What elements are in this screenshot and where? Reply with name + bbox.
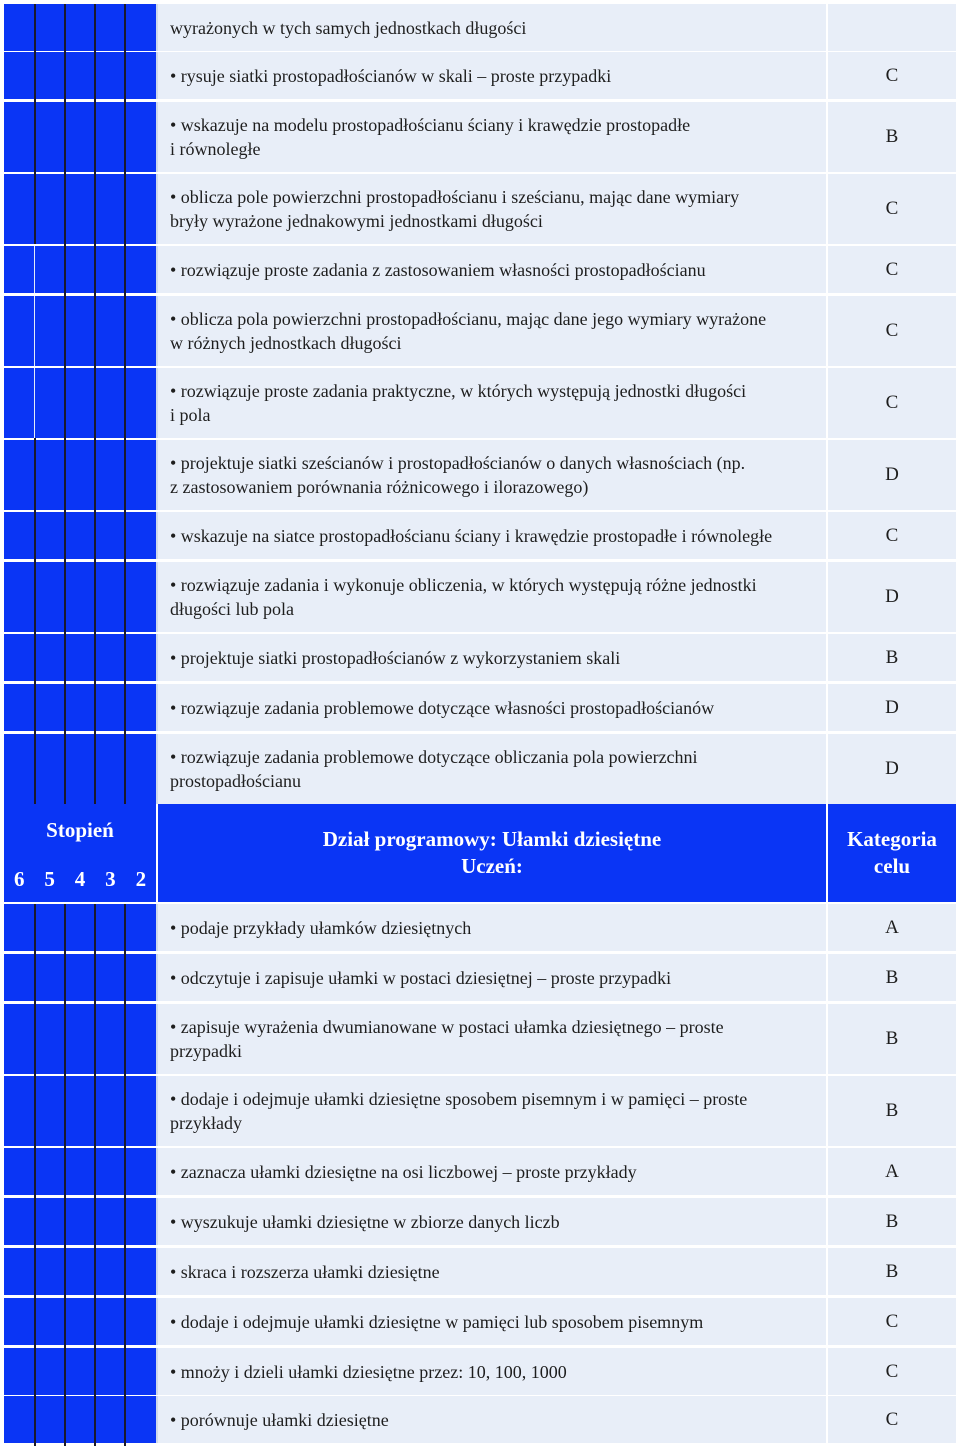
- level-cell: [35, 1198, 66, 1245]
- grid-line: [94, 1146, 96, 1446]
- requirement-text: • dodaje i odejmuje ułamki dziesiętne w pamięci lub sposobem pisemnym: [170, 1311, 704, 1332]
- level-cells: [4, 634, 156, 681]
- category-cell: C: [826, 1348, 956, 1395]
- level-cell: [126, 1348, 156, 1395]
- level-cell: [96, 296, 127, 366]
- level-cells: [4, 734, 156, 804]
- level-cells: [4, 1298, 156, 1345]
- level-numbers: [4, 867, 156, 892]
- level-cell: [96, 1298, 127, 1345]
- level-cell: [35, 52, 66, 99]
- level-cells: [4, 684, 156, 731]
- grid-line: [94, 904, 96, 1146]
- level-cell: [96, 904, 127, 951]
- level-cell: [126, 512, 156, 559]
- level-cell: [96, 684, 127, 731]
- requirement-description: [156, 1148, 826, 1195]
- level-cell: [4, 1298, 35, 1345]
- level-cells: [4, 368, 156, 438]
- level-cell: [65, 1076, 96, 1146]
- level-cell: [65, 904, 96, 951]
- table-row: [4, 174, 956, 244]
- category-cell: D: [826, 684, 956, 731]
- category-cell: D: [826, 562, 956, 632]
- category-cell: B: [826, 1004, 956, 1074]
- category-cell: D: [826, 440, 956, 510]
- requirement-description: [156, 904, 826, 951]
- level-cell: [126, 904, 156, 951]
- level-number: 5: [44, 867, 55, 891]
- level-cell: [65, 562, 96, 632]
- level-cells: [4, 1148, 156, 1195]
- level-cell: [65, 512, 96, 559]
- level-cell: [96, 1148, 127, 1195]
- level-cell: [4, 512, 35, 559]
- level-cell: [126, 1004, 156, 1074]
- grid-line: [34, 904, 36, 1146]
- grid-line: [34, 4, 36, 244]
- level-cell: [126, 246, 156, 293]
- category-cell: C: [826, 1298, 956, 1345]
- requirement-description: [156, 368, 826, 438]
- level-cell: [65, 368, 96, 438]
- level-cell: [4, 4, 35, 51]
- level-cells: [4, 512, 156, 559]
- requirement-description: [156, 1076, 826, 1146]
- level-cell: [35, 734, 66, 804]
- dzial-title: Dział programowy: Ułamki dziesiętne: [322, 827, 662, 851]
- level-cell: [35, 1076, 66, 1146]
- level-cell: [4, 1348, 35, 1395]
- category-cell: C: [826, 52, 956, 99]
- uczen-label: Uczeń:: [461, 854, 523, 878]
- dzial-header: [156, 804, 826, 902]
- requirement-text: • podaje przykłady ułamków dziesiętnych: [170, 917, 472, 938]
- level-cell: [35, 562, 66, 632]
- requirement-text: • rozwiązuje zadania i wykonuje obliczenia, w których występują różne jednostki długości lub pola: [170, 575, 757, 619]
- grid-line: [124, 244, 126, 438]
- requirement-text: • rozwiązuje zadania problemowe dotyczące obliczania pola powierzchni prostopadłościanu: [170, 747, 698, 791]
- level-number: 6: [13, 867, 25, 891]
- level-cells: [4, 1198, 156, 1245]
- level-cell: [35, 904, 66, 951]
- level-cell: [126, 296, 156, 366]
- table-row: [4, 296, 956, 366]
- level-cell: [4, 174, 35, 244]
- level-cell: [35, 102, 66, 172]
- table-row: [4, 904, 956, 951]
- grid-line: [64, 1146, 66, 1446]
- level-cell: [96, 734, 127, 804]
- grid-line: [94, 244, 96, 438]
- level-cell: [96, 102, 127, 172]
- level-cell: [96, 562, 127, 632]
- category-cell: C: [826, 174, 956, 244]
- category-cell: C: [826, 296, 956, 366]
- kategoria-header: [826, 804, 956, 902]
- requirement-description: [156, 512, 826, 559]
- level-cells: [4, 1248, 156, 1295]
- table-row: [4, 634, 956, 681]
- level-cell: [126, 368, 156, 438]
- level-cells: [4, 4, 156, 51]
- table-row: [4, 1198, 956, 1245]
- level-cell: [35, 174, 66, 244]
- level-cell: [126, 1076, 156, 1146]
- table-row: [4, 1004, 956, 1074]
- requirement-description: [156, 174, 826, 244]
- level-cell: [35, 634, 66, 681]
- level-cells: [4, 904, 156, 951]
- level-cell: [35, 1348, 66, 1395]
- level-cell: [96, 512, 127, 559]
- level-cell: [126, 734, 156, 804]
- level-cell: [35, 368, 66, 438]
- category-cell: A: [826, 904, 956, 951]
- table-row: [4, 1248, 956, 1295]
- level-cells: [4, 1348, 156, 1395]
- kategoria-label-line: Kategoria: [847, 827, 937, 851]
- category-cell: B: [826, 1248, 956, 1295]
- level-cell: [126, 440, 156, 510]
- level-cell: [65, 1396, 96, 1443]
- level-cell: [96, 1396, 127, 1443]
- requirement-description: [156, 1396, 826, 1443]
- level-cell: [65, 174, 96, 244]
- table-row: [4, 4, 956, 51]
- requirement-description: [156, 1198, 826, 1245]
- requirement-description: [156, 562, 826, 632]
- table-row: [4, 246, 956, 293]
- requirement-text: • rozwiązuje zadania problemowe dotyczące własności prostopadłościanów: [170, 697, 715, 718]
- level-cells: [4, 102, 156, 172]
- requirement-description: [156, 634, 826, 681]
- level-cell: [4, 954, 35, 1001]
- category-cell: B: [826, 1076, 956, 1146]
- table-row: [4, 368, 956, 438]
- table-row: [4, 1076, 956, 1146]
- requirement-description: [156, 4, 826, 51]
- level-cell: [65, 52, 96, 99]
- table-row: [4, 1348, 956, 1395]
- requirement-text: • wyszukuje ułamki dziesiętne w zbiorze danych liczb: [170, 1211, 560, 1232]
- grid-line: [124, 438, 126, 804]
- level-cell: [126, 684, 156, 731]
- level-cells: [4, 1076, 156, 1146]
- table-row: [4, 734, 956, 804]
- requirement-text: • projektuje siatki sześcianów i prostopadłościanów o danych własnościach (np. z zastosowaniem porównania różnicowego i ilorazowego): [170, 453, 746, 497]
- requirement-text: • wskazuje na modelu prostopadłościanu ściany i krawędzie prostopadłe i równoległe: [170, 115, 691, 159]
- grid-line: [94, 4, 96, 244]
- category-cell: D: [826, 734, 956, 804]
- level-cell: [4, 1396, 35, 1443]
- level-cell: [65, 1298, 96, 1345]
- stopien-header: [4, 804, 156, 902]
- level-cell: [4, 1004, 35, 1074]
- requirement-description: [156, 52, 826, 99]
- level-cell: [35, 684, 66, 731]
- level-cell: [96, 634, 127, 681]
- level-cell: [4, 296, 35, 366]
- requirement-text: • mnoży i dzieli ułamki dziesiętne przez: 10, 100, 1000: [170, 1361, 567, 1382]
- level-cell: [126, 1298, 156, 1345]
- table-row: [4, 1148, 956, 1195]
- grid-line: [64, 4, 66, 244]
- level-cell: [65, 734, 96, 804]
- level-cell: [35, 440, 66, 510]
- level-cells: [4, 52, 156, 99]
- level-cell: [35, 1248, 66, 1295]
- requirement-description: [156, 1004, 826, 1074]
- requirement-description: [156, 102, 826, 172]
- category-cell: C: [826, 368, 956, 438]
- level-cell: [35, 4, 66, 51]
- level-cell: [4, 368, 35, 438]
- level-cells: [4, 246, 156, 293]
- level-cell: [35, 954, 66, 1001]
- table-row: [4, 52, 956, 99]
- level-cells: [4, 174, 156, 244]
- level-number: 2: [135, 867, 147, 891]
- level-cell: [65, 1148, 96, 1195]
- grid-line: [34, 1146, 36, 1446]
- level-cells: [4, 562, 156, 632]
- level-cell: [65, 440, 96, 510]
- level-cell: [126, 1396, 156, 1443]
- requirement-text: • odczytuje i zapisuje ułamki w postaci dziesiętnej – proste przypadki: [170, 967, 672, 988]
- requirement-text: • rysuje siatki prostopadłościanów w skali – proste przypadki: [170, 65, 612, 86]
- level-cell: [126, 562, 156, 632]
- level-cell: [4, 246, 35, 293]
- level-cells: [4, 1396, 156, 1443]
- level-cell: [96, 1248, 127, 1295]
- level-cell: [126, 52, 156, 99]
- level-cell: [4, 102, 35, 172]
- level-cell: [4, 1076, 35, 1146]
- level-cell: [96, 1004, 127, 1074]
- requirement-text: • projektuje siatki prostopadłościanów z wykorzystaniem skali: [170, 647, 621, 668]
- level-cell: [65, 246, 96, 293]
- level-cell: [96, 1198, 127, 1245]
- level-cell: [65, 4, 96, 51]
- level-cell: [4, 684, 35, 731]
- level-cell: [126, 1198, 156, 1245]
- level-cells: [4, 954, 156, 1001]
- stopien-label: Stopień: [46, 818, 114, 842]
- requirement-description: [156, 1348, 826, 1395]
- grid-line: [64, 438, 66, 804]
- level-cell: [35, 1298, 66, 1345]
- requirement-description: [156, 246, 826, 293]
- level-cell: [4, 904, 35, 951]
- table-row: [4, 440, 956, 510]
- level-cell: [65, 634, 96, 681]
- level-cell: [65, 102, 96, 172]
- category-cell: A: [826, 1148, 956, 1195]
- level-cells: [4, 296, 156, 366]
- level-cell: [126, 4, 156, 51]
- level-cell: [126, 174, 156, 244]
- grid-line: [124, 1146, 126, 1446]
- level-cell: [65, 296, 96, 366]
- level-cell: [96, 174, 127, 244]
- requirement-text: • oblicza pola powierzchni prostopadłościanu, mając dane jego wymiary wyrażone w różnych jednostkach długości: [170, 309, 767, 353]
- level-cell: [96, 368, 127, 438]
- level-cell: [96, 954, 127, 1001]
- level-cell: [96, 4, 127, 51]
- table-row: [4, 1298, 956, 1345]
- requirement-description: [156, 1298, 826, 1345]
- level-cell: [35, 246, 66, 293]
- requirement-description: [156, 954, 826, 1001]
- kategoria-label-line: celu: [873, 854, 911, 878]
- level-cell: [96, 440, 127, 510]
- level-cell: [65, 1248, 96, 1295]
- level-cell: [126, 954, 156, 1001]
- level-cell: [4, 734, 35, 804]
- grid-line: [34, 438, 36, 804]
- requirement-text: • zapisuje wyrażenia dwumianowane w postaci ułamka dziesiętnego – proste przypadki: [170, 1017, 724, 1061]
- level-number: 3: [105, 867, 116, 891]
- level-cell: [4, 634, 35, 681]
- requirement-text: • porównuje ułamki dziesiętne: [170, 1409, 389, 1430]
- level-cell: [35, 1396, 66, 1443]
- level-number: 4: [74, 867, 86, 891]
- category-cell: C: [826, 1396, 956, 1443]
- level-cell: [35, 296, 66, 366]
- grid-line: [64, 904, 66, 1146]
- level-cells: [4, 1004, 156, 1074]
- level-cell: [35, 512, 66, 559]
- table-row: [4, 562, 956, 632]
- table-row: [4, 102, 956, 172]
- category-cell: C: [826, 246, 956, 293]
- table-row: [4, 1396, 956, 1443]
- level-cell: [4, 1148, 35, 1195]
- level-cell: [4, 1198, 35, 1245]
- grid-line: [94, 438, 96, 804]
- table-row: [4, 954, 956, 1001]
- level-cell: [4, 562, 35, 632]
- requirement-description: [156, 440, 826, 510]
- requirement-description: [156, 734, 826, 804]
- category-cell: B: [826, 634, 956, 681]
- level-cell: [4, 1248, 35, 1295]
- level-cell: [35, 1148, 66, 1195]
- category-cell: [826, 4, 956, 51]
- requirement-text: wyrażonych w tych samych jednostkach długości: [170, 17, 527, 38]
- level-cells: [4, 440, 156, 510]
- requirement-description: [156, 296, 826, 366]
- level-cell: [96, 1348, 127, 1395]
- level-cell: [65, 954, 96, 1001]
- level-cell: [126, 634, 156, 681]
- requirement-text: • rozwiązuje proste zadania z zastosowaniem własności prostopadłościanu: [170, 259, 706, 280]
- level-cell: [4, 52, 35, 99]
- category-cell: B: [826, 1198, 956, 1245]
- table-row: [4, 512, 956, 559]
- requirement-description: [156, 1248, 826, 1295]
- requirement-text: • oblicza pole powierzchni prostopadłościanu i sześcianu, mając dane wymiary bryły wyrażone jednakowymi jednostkami długości: [170, 187, 740, 231]
- requirement-description: [156, 684, 826, 731]
- level-cell: [65, 1348, 96, 1395]
- level-cell: [126, 102, 156, 172]
- section-header: [4, 804, 956, 902]
- level-cell: [65, 1198, 96, 1245]
- requirement-text: • dodaje i odejmuje ułamki dziesiętne sposobem pisemnym i w pamięci – proste przykłady: [170, 1089, 748, 1133]
- requirement-text: • wskazuje na siatce prostopadłościanu ściany i krawędzie prostopadłe i równoległe: [170, 525, 773, 546]
- table-row: [4, 684, 956, 731]
- grid-line: [124, 904, 126, 1146]
- grid-line: [64, 244, 66, 438]
- requirement-text: • rozwiązuje proste zadania praktyczne, w których występują jednostki długości i pola: [170, 381, 747, 425]
- level-cell: [35, 1004, 66, 1074]
- grid-line: [124, 4, 126, 244]
- level-cell: [126, 1248, 156, 1295]
- level-cell: [126, 1148, 156, 1195]
- category-cell: B: [826, 102, 956, 172]
- level-cell: [96, 246, 127, 293]
- level-cell: [96, 52, 127, 99]
- level-cell: [65, 1004, 96, 1074]
- requirement-text: • zaznacza ułamki dziesiętne na osi liczbowej – proste przykłady: [170, 1161, 637, 1182]
- level-cell: [96, 1076, 127, 1146]
- category-cell: B: [826, 954, 956, 1001]
- level-cell: [65, 684, 96, 731]
- level-cell: [4, 440, 35, 510]
- category-cell: C: [826, 512, 956, 559]
- requirement-text: • skraca i rozszerza ułamki dziesiętne: [170, 1261, 440, 1282]
